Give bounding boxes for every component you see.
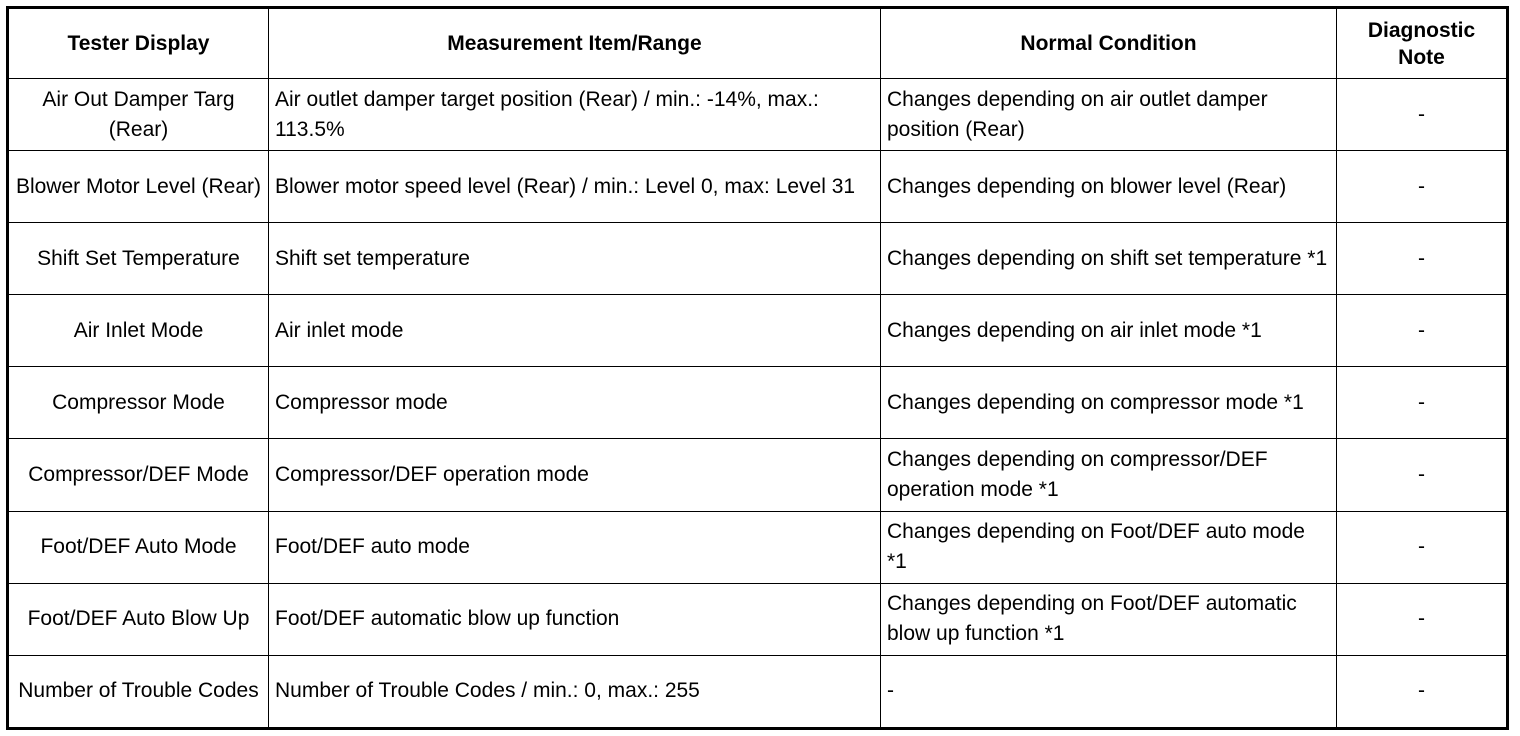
cell-normal-condition: Changes depending on compressor mode *1 [881,367,1337,439]
table-row [8,367,1508,439]
table-row [8,151,1508,223]
cell-diagnostic-note: - [1337,295,1508,367]
cell-measurement-item: Air outlet damper target position (Rear) / min.: -14%, max.: 113.5% [269,79,881,151]
cell-normal-condition: Changes depending on air inlet mode *1 [881,295,1337,367]
table-row [8,511,1508,583]
table-row [8,439,1508,511]
cell-tester-display: Number of Trouble Codes [8,655,269,728]
cell-diagnostic-note: - [1337,583,1508,655]
header-measurement-item: Measurement Item/Range [269,8,881,79]
table-row [8,655,1508,728]
data-table [6,6,1509,730]
header-row [8,8,1508,79]
table-row [8,583,1508,655]
cell-diagnostic-note: - [1337,79,1508,151]
cell-tester-display: Air Inlet Mode [8,295,269,367]
cell-measurement-item: Shift set temperature [269,223,881,295]
cell-normal-condition: Changes depending on compressor/DEF operation mode *1 [881,439,1337,511]
cell-tester-display: Foot/DEF Auto Mode [8,511,269,583]
cell-normal-condition: - [881,655,1337,728]
header-diagnostic-note: Diagnostic Note [1337,8,1508,79]
header-normal-condition: Normal Condition [881,8,1337,79]
cell-tester-display: Foot/DEF Auto Blow Up [8,583,269,655]
cell-measurement-item: Foot/DEF auto mode [269,511,881,583]
cell-diagnostic-note: - [1337,511,1508,583]
cell-diagnostic-note: - [1337,223,1508,295]
table-row [8,223,1508,295]
header-tester-display: Tester Display [8,8,269,79]
table-row [8,295,1508,367]
cell-tester-display: Compressor Mode [8,367,269,439]
cell-tester-display: Blower Motor Level (Rear) [8,151,269,223]
table-row [8,79,1508,151]
cell-tester-display: Air Out Damper Targ (Rear) [8,79,269,151]
cell-measurement-item: Foot/DEF automatic blow up function [269,583,881,655]
cell-normal-condition: Changes depending on shift set temperature *1 [881,223,1337,295]
cell-normal-condition: Changes depending on air outlet damper position (Rear) [881,79,1337,151]
cell-diagnostic-note: - [1337,151,1508,223]
cell-diagnostic-note: - [1337,655,1508,728]
cell-tester-display: Shift Set Temperature [8,223,269,295]
cell-measurement-item: Blower motor speed level (Rear) / min.: Level 0, max: Level 31 [269,151,881,223]
cell-measurement-item: Compressor/DEF operation mode [269,439,881,511]
cell-tester-display: Compressor/DEF Mode [8,439,269,511]
cell-normal-condition: Changes depending on blower level (Rear) [881,151,1337,223]
cell-normal-condition: Changes depending on Foot/DEF auto mode *1 [881,511,1337,583]
cell-measurement-item: Compressor mode [269,367,881,439]
cell-normal-condition: Changes depending on Foot/DEF automatic blow up function *1 [881,583,1337,655]
cell-measurement-item: Air inlet mode [269,295,881,367]
cell-measurement-item: Number of Trouble Codes / min.: 0, max.: 255 [269,655,881,728]
cell-diagnostic-note: - [1337,367,1508,439]
cell-diagnostic-note: - [1337,439,1508,511]
